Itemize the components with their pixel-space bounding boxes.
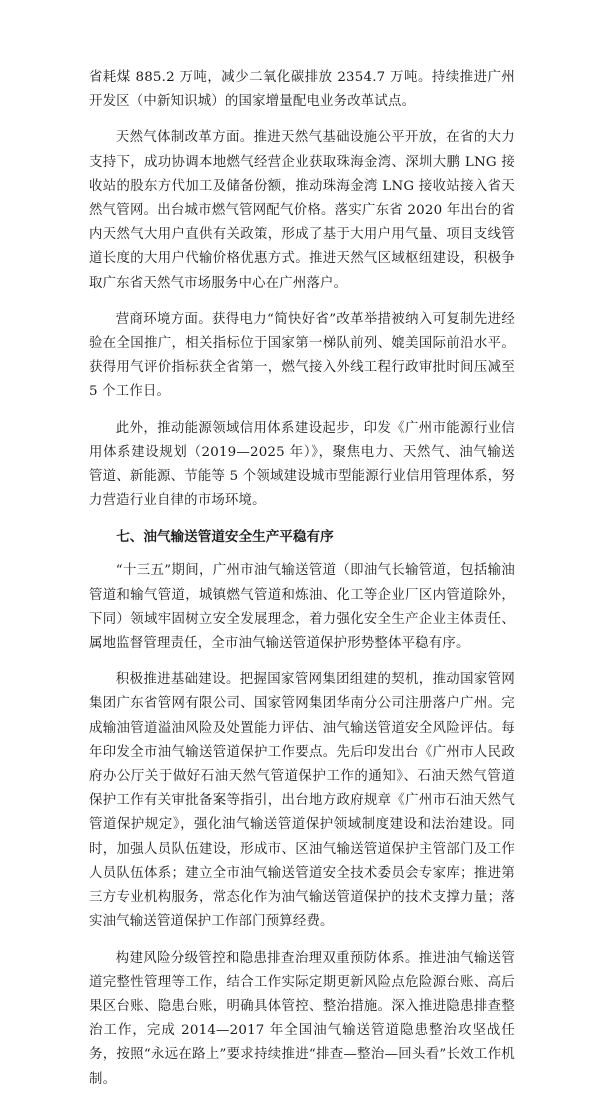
paragraph-infrastructure: 积极推进基础建设。把握国家管网集团组建的契机，推动国家管网集团广东省管网有限公司、国家管网集团华南分公司注册落户广州。完成输油管道溢油风险及处置能力评估、油气输送管道安全风险评估。每年印发全市油气输送管道保护工作要点。先后印发出台《广州市人民政府办公厅关于做好石油天然气管道保护工作的通知》、石油天然气管道保护工作有关审批备案等指引，出台地方政府规章《广州市石油天然气管道保护规定》，强化油气输送管道保护领域制度建设和法治建设。同时，加强人员队伍建设，形成市、区油气输送管道保护主管部门及工作人员队伍体系；建立全市油气输送管道安全技术委员会专家库；推进第三方专业机构服务，常态化作为油气输送管道保护的技术支撑力量；落实油气输送管道保护工作部门预算经费。 — [89, 672, 515, 930]
paragraph-business-environment: 营商环境方面。获得电力“简快好省”改革举措被纳入可复制先进经验在全国推广，相关指标位于国家第一梯队前列、媲美国际前沿水平。获得用气评价指标获全省第一，燃气接入外线工程行政审批时间压减至 5 个工作日。 — [89, 311, 515, 400]
document-body — [89, 66, 515, 1104]
paragraph-carbon-reduction: 省耗煤 885.2 万吨，减少二氧化碳排放 2354.7 万吨。持续推进广州开发区（中新知识城）的国家增量配电业务改革试点。 — [89, 70, 515, 110]
paragraph-credit-system: 此外，推动能源领域信用体系建设起步，印发《广州市能源行业信用体系建设规划（2019—2025 年）》，聚焦电力、天然气、油气输送管道、新能源、节能等 5 个领域建设城市型能源行业信用管理体系，努力营造行业自律的市场环境。 — [89, 420, 515, 509]
paragraph-risk-control: 构建风险分级管控和隐患排查治理双重预防体系。推进油气输送管道完整性管理等工作，结合工作实际定期更新风险点危险源台账、高后果区台账、隐患台账，明确具体管控、整治措施。深入推进隐患排查整治工作，完成 2014—2017 年全国油气输送管道隐患整治攻坚战任务，按照“永远在路上”要求持续推进“排查—整治—回头看”长效工作机制。 — [89, 950, 515, 1087]
paragraph-gas-reform: 天然气体制改革方面。推进天然气基础设施公平开放，在省的大力支持下，成功协调本地燃气经营企业获取珠海金湾、深圳大鹏 LNG 接收站的股东方代加工及储备份额，推动珠海金湾 LNG 接收站接入省天然气管网。出台城市燃气管网配气价格。落实广东省 2020 年出台的省内天然气大用户直供有关政策，形成了基于大用户用气量、项目支线管道长度的大用户代输价格优惠方式。推进天然气区域枢纽建设，积极争取广东省天然气市场服务中心在广州落户。 — [89, 130, 515, 291]
paragraph-pipeline-overview: “十三五”期间，广州市油气输送管道（即油气长输管道，包括输油管道和输气管道，城镇燃气管道和炼油、化工等企业厂区内管道除外，下同）领域牢固树立安全发展理念，着力强化安全生产企业主体责任、属地监督管理责任，全市油气输送管道保护形势整体平稳有序。 — [89, 563, 515, 652]
section-heading: 七、油气输送管道安全生产平稳有序 — [116, 529, 334, 546]
